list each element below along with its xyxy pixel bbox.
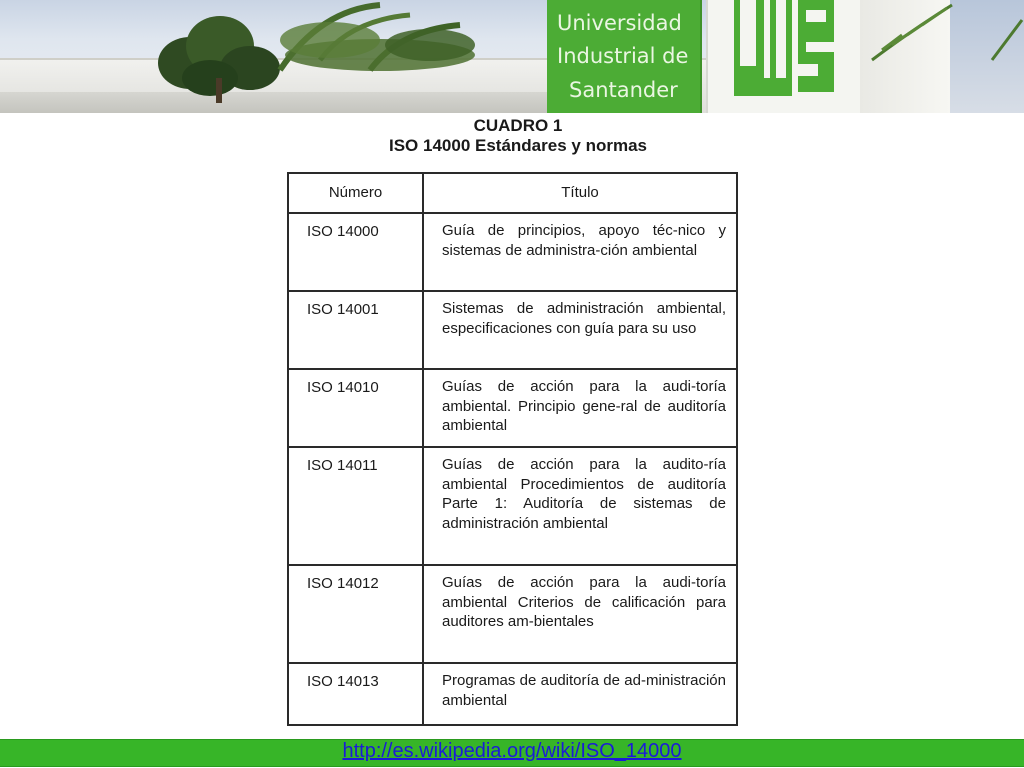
table-row bbox=[288, 663, 737, 725]
sign-line-3: Santander bbox=[569, 78, 678, 102]
standard-title: Guías de acción para la audi-toría ambiental. Principio gene-ral de auditoría ambiental bbox=[423, 369, 737, 447]
header-banner bbox=[0, 0, 1024, 113]
university-name-sign bbox=[547, 0, 702, 113]
source-link[interactable]: http://es.wikipedia.org/wiki/ISO_14000 bbox=[342, 740, 682, 762]
table-row bbox=[288, 565, 737, 663]
standard-number: ISO 14012 bbox=[288, 565, 423, 663]
standard-number: ISO 14000 bbox=[288, 213, 423, 291]
standard-number: ISO 14001 bbox=[288, 291, 423, 369]
uis-logo-mark bbox=[728, 0, 840, 105]
standard-title: Sistemas de administración ambiental, especificaciones con guía para su uso bbox=[423, 291, 737, 369]
sign-line-1: Universidad bbox=[557, 11, 682, 35]
table-row bbox=[288, 369, 737, 447]
standard-title: Programas de auditoría de ad-ministración ambiental bbox=[423, 663, 737, 725]
standard-number: ISO 14013 bbox=[288, 663, 423, 725]
column-header-number: Número bbox=[288, 173, 423, 213]
standard-title: Guías de acción para la audi-toría ambiental Criterios de calificación para auditores am-bientales bbox=[423, 565, 737, 663]
palm-icon bbox=[260, 0, 490, 80]
standard-title: Guía de principios, apoyo téc-nico y sistemas de administra-ción ambiental bbox=[423, 213, 737, 291]
table-row bbox=[288, 291, 737, 369]
uis-logo bbox=[706, 0, 860, 113]
sign-line-2: Industrial de bbox=[557, 44, 689, 68]
table-row bbox=[288, 447, 737, 565]
table-row bbox=[288, 213, 737, 291]
palm-leaf-icon bbox=[862, 0, 1024, 70]
document-subtitle: ISO 14000 Estándares y normas bbox=[389, 136, 647, 155]
iso-standards-table bbox=[287, 172, 738, 726]
standard-number: ISO 14011 bbox=[288, 447, 423, 565]
table-header-row bbox=[288, 173, 737, 213]
column-header-title: Título bbox=[423, 173, 737, 213]
standard-title: Guías de acción para la audito-ría ambiental Procedimientos de auditoría Parte 1: Auditoría de sistemas de administración ambiental bbox=[423, 447, 737, 565]
standard-number: ISO 14010 bbox=[288, 369, 423, 447]
document-title: CUADRO 1 bbox=[473, 116, 563, 135]
